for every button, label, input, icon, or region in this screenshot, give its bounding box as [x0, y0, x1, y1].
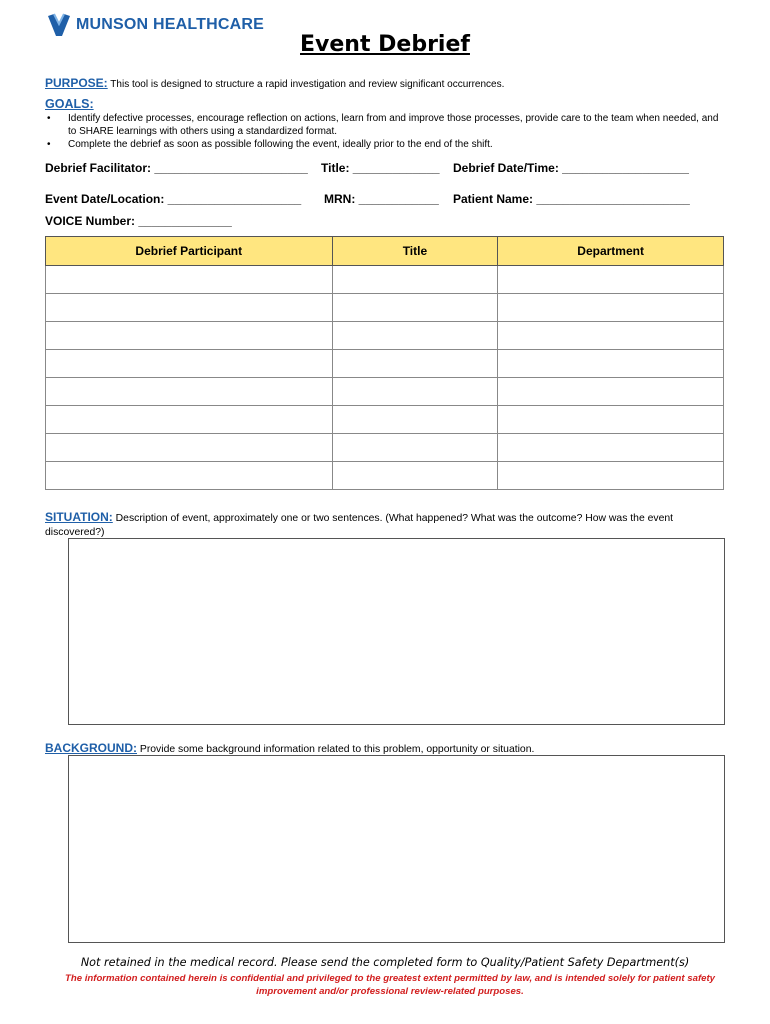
- purpose-label: PURPOSE:: [45, 76, 108, 90]
- title-cell[interactable]: [332, 322, 498, 350]
- department-cell[interactable]: [498, 434, 724, 462]
- background-label: BACKGROUND:: [45, 741, 137, 755]
- situation-label: SITUATION:: [45, 510, 113, 524]
- footer-note: Not retained in the medical record. Please send the completed form to Quality/Patient Safety Department(s): [80, 956, 690, 969]
- participant-cell[interactable]: [46, 266, 333, 294]
- goal-item: • Identify defective processes, encourage reflection on actions, learn from and improve those processes, provide care to the team when needed, and to SHARE learnings with others using a standardized format.: [45, 112, 725, 138]
- department-cell[interactable]: [498, 378, 724, 406]
- table-row: [46, 462, 724, 490]
- participant-cell[interactable]: [46, 378, 333, 406]
- department-cell[interactable]: [498, 462, 724, 490]
- event-date-location-field[interactable]: Event Date/Location: ____________________: [45, 192, 302, 206]
- department-cell[interactable]: [498, 350, 724, 378]
- title-cell[interactable]: [332, 462, 498, 490]
- participants-table: [45, 236, 724, 490]
- patient-name-field[interactable]: Patient Name: _______________________: [453, 192, 690, 206]
- department-cell[interactable]: [498, 322, 724, 350]
- department-cell[interactable]: [498, 266, 724, 294]
- title-cell[interactable]: [332, 294, 498, 322]
- situation-text: Description of event, approximately one or two sentences. (What happened? What was the outcome? How was the event discovered?): [45, 513, 674, 538]
- title-cell[interactable]: [332, 406, 498, 434]
- table-row: [46, 350, 724, 378]
- participant-cell[interactable]: [46, 406, 333, 434]
- participant-cell[interactable]: [46, 322, 333, 350]
- participant-cell[interactable]: [46, 434, 333, 462]
- purpose-line: [45, 76, 504, 90]
- page-title: Event Debrief: [300, 32, 470, 57]
- title-cell[interactable]: [332, 434, 498, 462]
- background-input-box[interactable]: [68, 755, 725, 943]
- mrn-field[interactable]: MRN: ____________: [324, 192, 439, 206]
- facilitator-field[interactable]: Debrief Facilitator: _______________________: [45, 161, 308, 175]
- debrief-date-time-field[interactable]: Debrief Date/Time: ___________________: [453, 161, 689, 175]
- situation-input-box[interactable]: [68, 538, 725, 725]
- department-cell[interactable]: [498, 406, 724, 434]
- title-cell[interactable]: [332, 378, 498, 406]
- table-row: [46, 322, 724, 350]
- department-cell[interactable]: [498, 294, 724, 322]
- table-row: [46, 378, 724, 406]
- column-header-participant: Debrief Participant: [46, 237, 333, 266]
- table-row: [46, 294, 724, 322]
- table-row: [46, 266, 724, 294]
- background-text: Provide some background information related to this problem, opportunity or situation.: [139, 744, 535, 755]
- goal-item: • Complete the debrief as soon as possible following the event, ideally prior to the end of the shift.: [45, 138, 725, 151]
- column-header-title: Title: [332, 237, 498, 266]
- table-header-row: [46, 237, 724, 266]
- logo-text: MUNSON HEALTHCARE: [76, 16, 264, 33]
- participant-cell[interactable]: [46, 294, 333, 322]
- column-header-department: Department: [498, 237, 724, 266]
- title-cell[interactable]: [332, 350, 498, 378]
- confidentiality-notice: The information contained herein is confidential and privileged to the greatest extent permitted by law, and is intended solely for patient safety improvement and/or professional review-related purposes.: [65, 973, 715, 997]
- purpose-text: This tool is designed to structure a rapid investigation and review significant occurrences.: [110, 79, 505, 90]
- participant-cell[interactable]: [46, 462, 333, 490]
- goals-list: [45, 112, 725, 151]
- situation-section: [45, 510, 725, 540]
- table-row: [46, 434, 724, 462]
- goals-label: GOALS:: [45, 97, 94, 111]
- table-row: [46, 406, 724, 434]
- participant-cell[interactable]: [46, 350, 333, 378]
- title-cell[interactable]: [332, 266, 498, 294]
- voice-number-field[interactable]: VOICE Number: ______________: [45, 214, 232, 228]
- title-field[interactable]: Title: _____________: [321, 161, 440, 175]
